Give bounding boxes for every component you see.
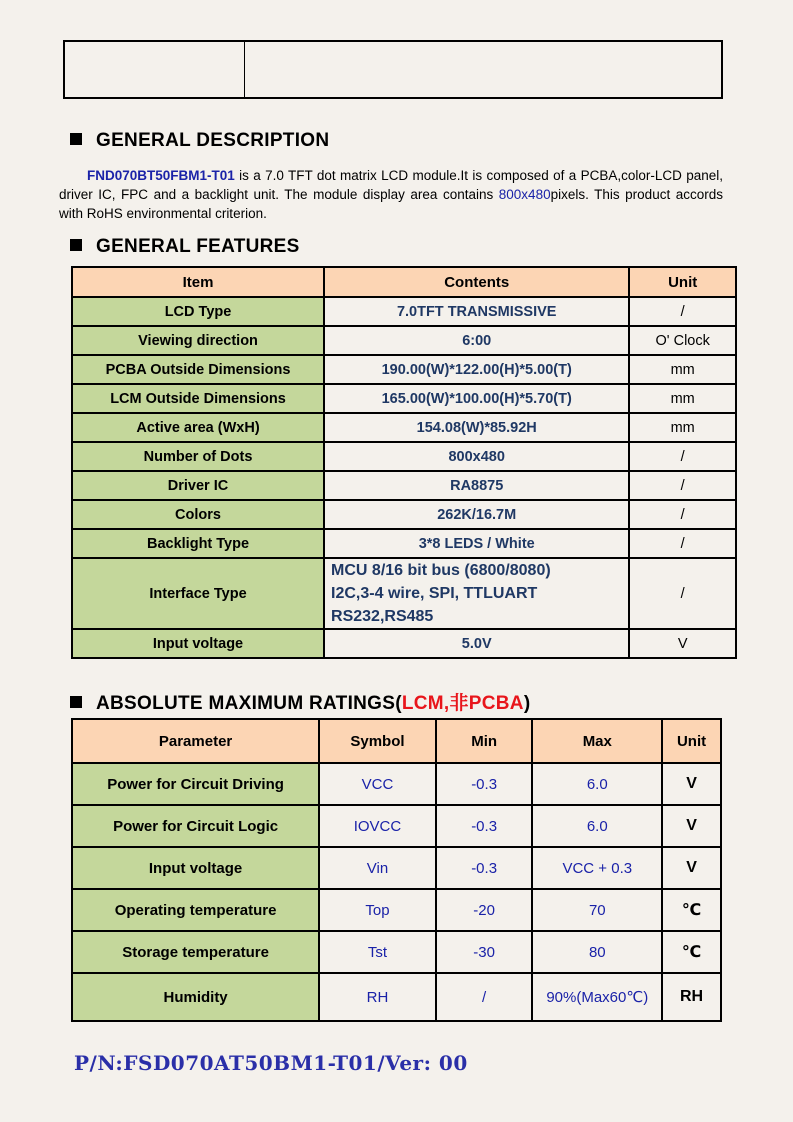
header-min: Min <box>436 719 533 763</box>
general-features-heading: GENERAL FEATURES <box>70 236 300 258</box>
header-item: Item <box>72 267 324 297</box>
table-row <box>72 355 736 384</box>
bullet-square-icon <box>70 239 82 251</box>
table-row <box>72 558 736 629</box>
rating-unit: V <box>662 763 721 805</box>
rating-min: -0.3 <box>436 763 533 805</box>
table-row <box>72 442 736 471</box>
feature-item: Input voltage <box>72 629 324 658</box>
feature-content: 800x480 <box>324 442 629 471</box>
feature-unit: mm <box>629 355 736 384</box>
feature-item: PCBA Outside Dimensions <box>72 355 324 384</box>
feature-content: 3*8 LEDS / White <box>324 529 629 558</box>
header-unit: Unit <box>662 719 721 763</box>
feature-content: 7.0TFT TRANSMISSIVE <box>324 297 629 326</box>
rating-min: -0.3 <box>436 805 533 847</box>
table-row <box>72 805 721 847</box>
header-logo-cell <box>65 42 245 97</box>
header-max: Max <box>532 719 662 763</box>
header-symbol: Symbol <box>319 719 436 763</box>
general-features-table <box>71 266 737 659</box>
feature-content-line: RS232,RS485 <box>331 608 434 625</box>
feature-content: 154.08(W)*85.92H <box>324 413 629 442</box>
feature-unit: / <box>629 297 736 326</box>
table-row <box>72 297 736 326</box>
feature-unit: mm <box>629 384 736 413</box>
table-row <box>72 529 736 558</box>
rating-max: 70 <box>532 889 662 931</box>
feature-unit: / <box>629 442 736 471</box>
table-row <box>72 931 721 973</box>
header-unit: Unit <box>629 267 736 297</box>
rating-min: / <box>436 973 533 1021</box>
table-row <box>72 500 736 529</box>
bullet-square-icon <box>70 133 82 145</box>
rating-unit: V <box>662 847 721 889</box>
general-description-text: FND070BT50FBM1-T01 is a 7.0 TFT dot matrix LCD module.It is composed of a PCBA,color-LCD panel, driver IC, FPC and a backlight unit. The module display area contains 800x480pixels. This product accords with RoHS environmental criterion. <box>59 168 723 221</box>
rating-parameter: Storage temperature <box>72 931 319 973</box>
feature-content: RA8875 <box>324 471 629 500</box>
feature-item: Colors <box>72 500 324 529</box>
rating-symbol: Tst <box>319 931 436 973</box>
feature-unit: / <box>629 558 736 629</box>
feature-content-line: I2C,3-4 wire, SPI, TTLUART <box>331 585 538 602</box>
feature-item: Active area (WxH) <box>72 413 324 442</box>
rating-unit: RH <box>662 973 721 1021</box>
rating-unit: ℃ <box>662 931 721 973</box>
rating-symbol: Vin <box>319 847 436 889</box>
feature-content: 6:00 <box>324 326 629 355</box>
feature-item: LCM Outside Dimensions <box>72 384 324 413</box>
rating-max: 80 <box>532 931 662 973</box>
rating-symbol: IOVCC <box>319 805 436 847</box>
rating-unit: ℃ <box>662 889 721 931</box>
feature-content <box>324 558 629 629</box>
feature-unit: mm <box>629 413 736 442</box>
general-description-heading: GENERAL DESCRIPTION <box>70 130 329 152</box>
table-row <box>72 384 736 413</box>
rating-parameter: Power for Circuit Driving <box>72 763 319 805</box>
header-title-cell <box>245 42 721 97</box>
table-row <box>72 973 721 1021</box>
rating-parameter: Operating temperature <box>72 889 319 931</box>
feature-item: Backlight Type <box>72 529 324 558</box>
table-row <box>72 471 736 500</box>
feature-unit: / <box>629 471 736 500</box>
rating-symbol: VCC <box>319 763 436 805</box>
table-row <box>72 763 721 805</box>
rating-min: -30 <box>436 931 533 973</box>
feature-item: Number of Dots <box>72 442 324 471</box>
table-row <box>72 326 736 355</box>
feature-content: 262K/16.7M <box>324 500 629 529</box>
rating-parameter: Humidity <box>72 973 319 1021</box>
table-row <box>72 889 721 931</box>
resolution-value: 800x480 <box>498 187 551 202</box>
rating-max: 6.0 <box>532 805 662 847</box>
header-box <box>63 40 723 99</box>
rating-max: 90%(Max60℃) <box>532 973 662 1021</box>
rating-min: -0.3 <box>436 847 533 889</box>
feature-item: Driver IC <box>72 471 324 500</box>
absolute-max-ratings-heading: ABSOLUTE MAXIMUM RATINGS(LCM,非PCBA) <box>70 688 530 715</box>
table-header-row <box>72 267 736 297</box>
feature-item: Viewing direction <box>72 326 324 355</box>
table-row <box>72 847 721 889</box>
bullet-square-icon <box>70 696 82 708</box>
feature-unit: O' Clock <box>629 326 736 355</box>
table-header-row <box>72 719 721 763</box>
feature-unit: / <box>629 500 736 529</box>
feature-unit: V <box>629 629 736 658</box>
model-number: FND070BT50FBM1-T01 <box>87 168 235 183</box>
feature-content: 190.00(W)*122.00(H)*5.00(T) <box>324 355 629 384</box>
rating-max: VCC + 0.3 <box>532 847 662 889</box>
feature-content: 165.00(W)*100.00(H)*5.70(T) <box>324 384 629 413</box>
feature-content-line: MCU 8/16 bit bus (6800/8080) <box>331 562 551 579</box>
feature-item: Interface Type <box>72 558 324 629</box>
feature-content: 5.0V <box>324 629 629 658</box>
header-parameter: Parameter <box>72 719 319 763</box>
header-contents: Contents <box>324 267 629 297</box>
rating-max: 6.0 <box>532 763 662 805</box>
part-number: P/N:FSD070AT50BM1-T01/Ver: 00 <box>74 1051 468 1075</box>
rating-symbol: RH <box>319 973 436 1021</box>
table-row <box>72 413 736 442</box>
feature-unit: / <box>629 529 736 558</box>
feature-item: LCD Type <box>72 297 324 326</box>
rating-parameter: Input voltage <box>72 847 319 889</box>
absolute-max-ratings-table <box>71 718 722 1022</box>
rating-min: -20 <box>436 889 533 931</box>
rating-parameter: Power for Circuit Logic <box>72 805 319 847</box>
rating-unit: V <box>662 805 721 847</box>
rating-symbol: Top <box>319 889 436 931</box>
table-row <box>72 629 736 658</box>
